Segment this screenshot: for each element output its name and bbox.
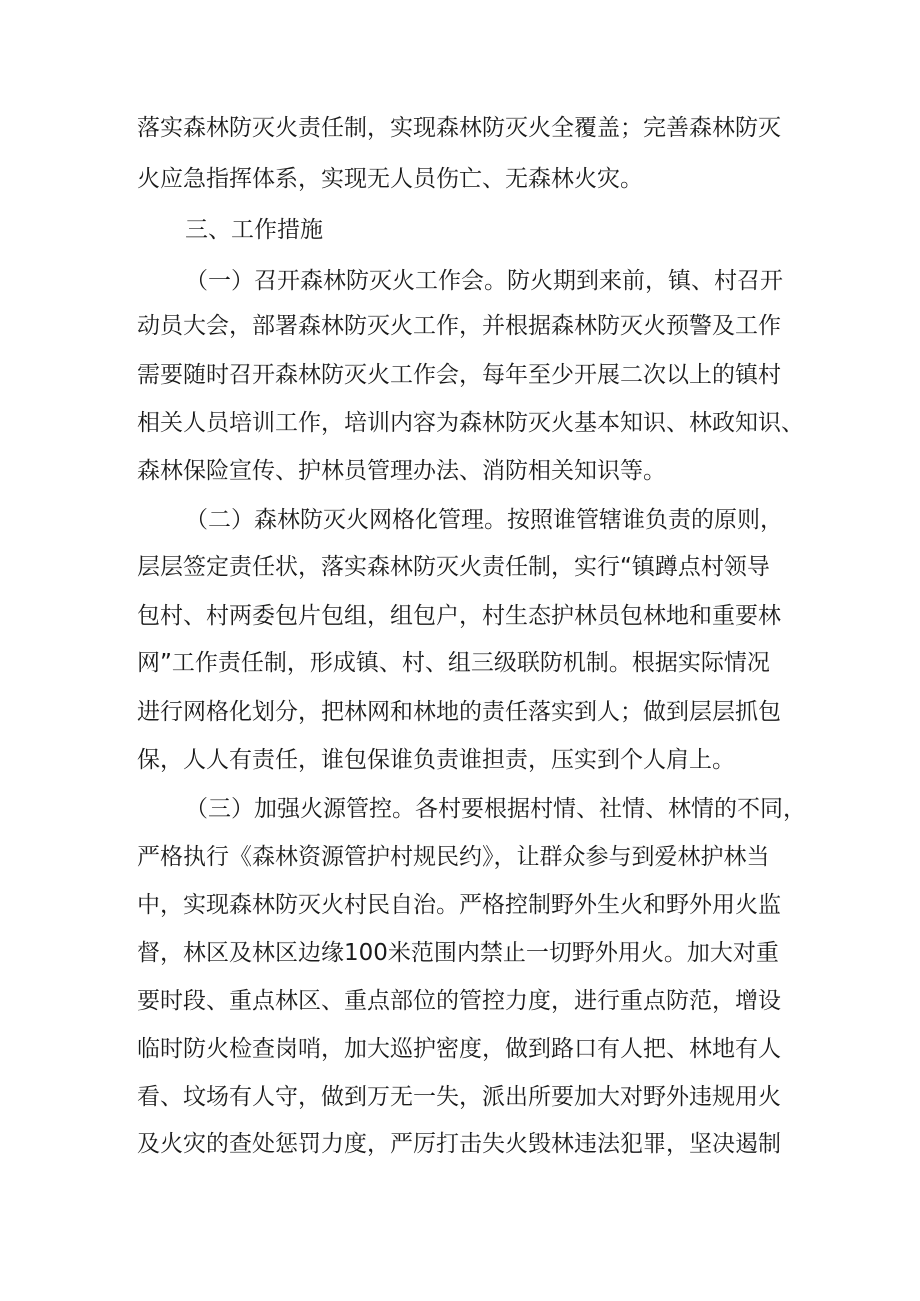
section-heading: 三、工作措施	[185, 217, 323, 243]
text-line-12: 网”工作责任制，形成镇、村、组三级联防机制。根据实际情况	[137, 650, 770, 676]
text-line-2: 火应急指挥体系，实现无人员伤亡、无森林火灾。	[137, 166, 643, 192]
text-line-18: 督，林区及林区边缘100米范围内禁止一切野外用火。加大对重	[137, 940, 779, 966]
text-line-4: （一）召开森林防灭火工作会。防火期到来前，镇、村召开	[185, 268, 783, 294]
text-line-9: （二）森林防灭火网格化管理。按照谁管辖谁负责的原则，	[185, 507, 783, 533]
text-line-8: 森林保险宣传、护林员管理办法、消防相关知识等。	[137, 458, 666, 484]
text-line-13: 进行网格化划分，把林网和林地的责任落实到人；做到层层抓包	[137, 699, 781, 725]
text-line-11: 包村、村两委包片包组，组包户，村生态护林员包林地和重要林	[137, 603, 781, 629]
text-line-6: 需要随时召开森林防灭火工作会，每年至少开展二次以上的镇村	[137, 362, 781, 388]
text-line-22: 及火灾的查处惩罚力度，严厉打击失火毁林违法犯罪，坚决遏制	[137, 1131, 781, 1157]
text-line-1: 落实森林防灭火责任制，实现森林防灭火全覆盖；完善森林防灭	[137, 115, 781, 141]
text-line-7: 相关人员培训工作，培训内容为森林防灭火基本知识、林政知识、	[137, 410, 804, 436]
text-line-21: 看、坟场有人守，做到万无一失，派出所要加大对野外违规用火	[137, 1084, 781, 1110]
text-line-10: 层层签定责任状，落实森林防灭火责任制，实行“镇蹲点村领导	[137, 554, 770, 580]
text-line-17: 中，实现森林防灭火村民自治。严格控制野外生火和野外用火监	[137, 892, 781, 918]
text-line-19: 要时段、重点林区、重点部位的管控力度，进行重点防范，增设	[137, 988, 781, 1014]
text-line-20: 临时防火检查岗哨，加大巡护密度，做到路口有人把、林地有人	[137, 1036, 781, 1062]
text-line-5: 动员大会，部署森林防灭火工作，并根据森林防灭火预警及工作	[137, 313, 781, 339]
text-line-16: 严格执行《森林资源管护村规民约》，让群众参与到爱林护林当	[137, 844, 770, 870]
text-line-14: 保，人人有责任，谁包保谁负责谁担责，压实到个人肩上。	[137, 747, 735, 773]
text-line-15: （三）加强火源管控。各村要根据村情、社情、林情的不同，	[185, 796, 806, 822]
